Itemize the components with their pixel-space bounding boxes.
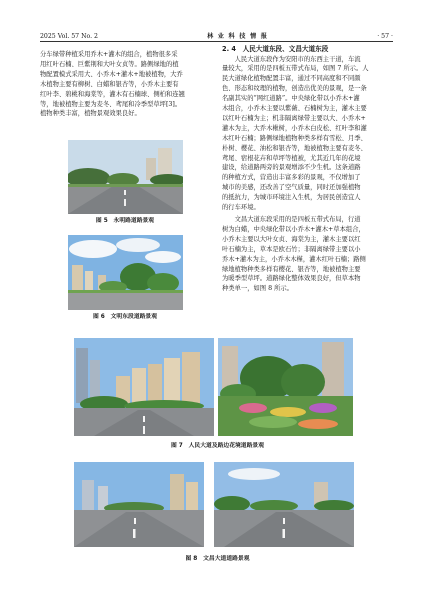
text-line: 量较大，采用的是四板五带式布局，如图 7 所示。人 [222, 65, 369, 73]
text-line: 红叶李、碧桃和海棠等，灌木有石楠球、侧柏和连翘 [40, 90, 185, 98]
text-line: 的行车环境。 [222, 204, 260, 212]
text-line: 的抵抗力，为城市环境注入生机，为居民创造宜人 [222, 194, 361, 202]
text-line: 物配置模式采用大、小乔木+灌木+地被植物，大乔 [40, 70, 183, 78]
figure-6-caption: 图 6 文明东段道路景观 [92, 314, 158, 320]
running-header [40, 30, 393, 42]
figure-8-caption: 图 8 文昌大道道路景观 [185, 556, 250, 562]
text-line: 人民大道东段作为安阳市的东西主干道，车流 [234, 55, 361, 63]
figure-6-photo [68, 235, 183, 310]
text-line: 城市的美感，还改善了空气质量，同时还加强植物 [222, 184, 361, 192]
text-line: 色、形态和纹理的植物，创造出优美的景观，是一条 [222, 85, 367, 93]
text-line: 朴树、樱花、油松和银杏等，地被植物主要有麦冬、 [222, 144, 367, 152]
page-number: · 57 · [377, 33, 393, 40]
left-column-text [40, 50, 210, 119]
section-title: 2. 4 人民大道东段、文昌大道东段 [222, 45, 329, 53]
text-line: 为暖季型草坪。道路绿化整体效果良好，但草本物 [222, 275, 361, 283]
text-line: 民大道绿化植物配置丰富，通过不同高度和不同颜 [222, 75, 361, 83]
figure-8-left-photo [74, 462, 204, 547]
text-line: 用红叶石楠、巨紫荆和大叶女贞等。路侧绿地的植 [40, 60, 179, 68]
text-line: 以红叶石楠为主；机非隔离绿带主要以大、小乔木+ [222, 114, 366, 122]
text-line: 灌木为主，大乔木楸树，小乔木白皮松、红叶李和灌 [222, 124, 367, 132]
text-line: 小乔木主要以大叶女贞、海棠为主，灌木主要以红 [222, 235, 361, 243]
text-line: 建设，给道路两旁的景观增添不少生机。这条道路 [222, 164, 361, 172]
text-line: 木红叶石楠；路侧绿地植物种类多样有雪松、月季、 [222, 134, 367, 142]
journal-name: 林 业 科 技 情 报 [207, 33, 269, 40]
right-column-text [222, 44, 395, 294]
figure-7-right-photo [218, 338, 353, 436]
text-line: 绿地植物种类多样有樱花、银杏等，地被植物主要 [222, 265, 361, 273]
text-line: 树为白蜡，中央绿化带以小乔木+灌木+草本组合， [222, 225, 365, 233]
figure-7-left-photo [74, 338, 214, 436]
text-line: 木组合，小乔木主要以紫薇、石楠树为主，灌木主要 [222, 105, 367, 113]
text-line: 的种植方式，营造出丰富多彩的景观，不仅增加了 [222, 174, 361, 182]
text-line: 种类单一，如图 8 所示。 [222, 285, 293, 293]
text-line: 鸢尾、宿根花卉和草坪等植被，尤其近几年的花境 [222, 154, 361, 162]
text-line: 等，地被植物主要为麦冬、鸢尾和冷季型草坪[3]。 [40, 100, 182, 108]
figure-5-photo [68, 140, 183, 214]
text-line: 木植物主要有柳树、白蜡和银杏等，小乔木主要有 [40, 80, 179, 88]
paragraph-1 [222, 55, 395, 214]
figure-5-caption: 图 5 永明路道路景观 [95, 218, 155, 224]
text-line: 文昌大道东段采用的是四板五带式布局，行道 [234, 216, 361, 223]
figure-8-right-photo [214, 462, 354, 547]
text-line: 分车绿带种植采用乔木+灌木的组合，植物很多采 [40, 51, 178, 58]
text-line: 名副其实的“网红道路”。中央绿化带以小乔木+灌 [222, 95, 360, 103]
journal-issue: 2025 Vol. 57 No. 2 [40, 33, 98, 40]
text-line: 叶石楠为主，草本是欧石竹；非隔离绿带主要以小 [222, 245, 361, 253]
paragraph-2 [222, 215, 395, 294]
figure-7-caption: 图 7 人民大道及路边花境道路景观 [170, 443, 264, 449]
text-line: 乔木+灌木为主，小乔木木槿，灌木红叶石楠；路侧 [222, 255, 366, 263]
text-line: 植物种类丰富，植物景观效果良好。 [40, 110, 141, 118]
